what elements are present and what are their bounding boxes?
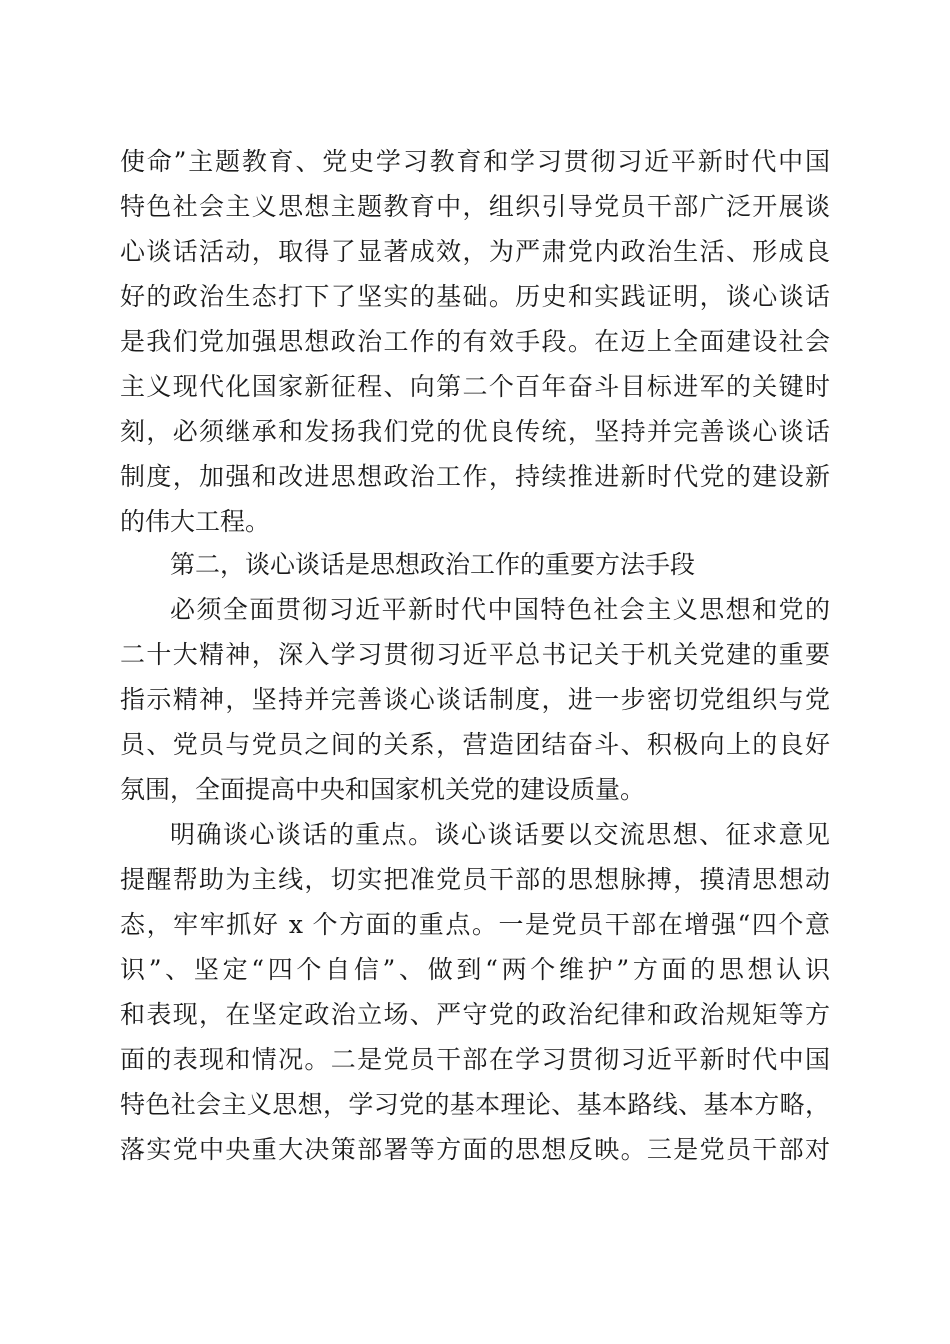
paragraph-line: 落实党中央重大决策部署等方面的思想反映。三是党员干部对	[120, 1135, 830, 1164]
paragraph-line: 是我们党加强思想政治工作的有效手段。在迈上全面建设社会	[120, 327, 830, 356]
paragraph-line: 好的政治生态打下了坚实的基础。历史和实践证明，谈心谈话	[120, 282, 830, 311]
section-heading: 第二，谈心谈话是思想政治工作的重要方法手段	[170, 550, 696, 579]
paragraph-line: 提醒帮助为主线，切实把准党员干部的思想脉搏，摸清思想动	[120, 865, 830, 894]
paragraph-line: 必须全面贯彻习近平新时代中国特色社会主义思想和党的	[170, 595, 830, 624]
paragraph-line: 心谈话活动，取得了显著成效，为严肃党内政治生活、形成良	[120, 237, 830, 266]
paragraph-line: 明确谈心谈话的重点。谈心谈话要以交流思想、征求意见	[170, 820, 830, 849]
paragraph-line: 员、党员与党员之间的关系，营造团结奋斗、积极向上的良好	[120, 730, 830, 759]
paragraph-line: 的伟大工程。	[120, 507, 271, 536]
paragraph-line: 氛围，全面提高中央和国家机关党的建设质量。	[120, 775, 646, 804]
paragraph-line: 和表现，在坚定政治立场、严守党的政治纪律和政治规矩等方	[120, 1000, 830, 1029]
paragraph-line: 使命”主题教育、党史学习教育和学习贯彻习近平新时代中国	[120, 147, 830, 176]
paragraph-line: 刻，必须继承和发扬我们党的优良传统，坚持并完善谈心谈话	[120, 417, 830, 446]
paragraph-line: 特色社会主义思想主题教育中，组织引导党员干部广泛开展谈	[120, 192, 830, 221]
paragraph-line: 面的表现和情况。二是党员干部在学习贯彻习近平新时代中国	[120, 1045, 830, 1074]
paragraph-line: 特色社会主义思想，学习党的基本理论、基本路线、基本方略，	[120, 1090, 830, 1119]
paragraph-line: 主义现代化国家新征程、向第二个百年奋斗目标进军的关键时	[120, 372, 830, 401]
paragraph-line: 识”、坚定“四个自信”、做到“两个维护”方面的思想认识	[120, 955, 830, 984]
paragraph-line: 指示精神，坚持并完善谈心谈话制度，进一步密切党组织与党	[120, 685, 830, 714]
paragraph-line: 二十大精神，深入学习贯彻习近平总书记关于机关党建的重要	[120, 640, 830, 669]
paragraph-line: 态，牢牢抓好 x 个方面的重点。一是党员干部在增强“四个意	[120, 910, 830, 939]
paragraph-line: 制度，加强和改进思想政治工作，持续推进新时代党的建设新	[120, 462, 830, 491]
